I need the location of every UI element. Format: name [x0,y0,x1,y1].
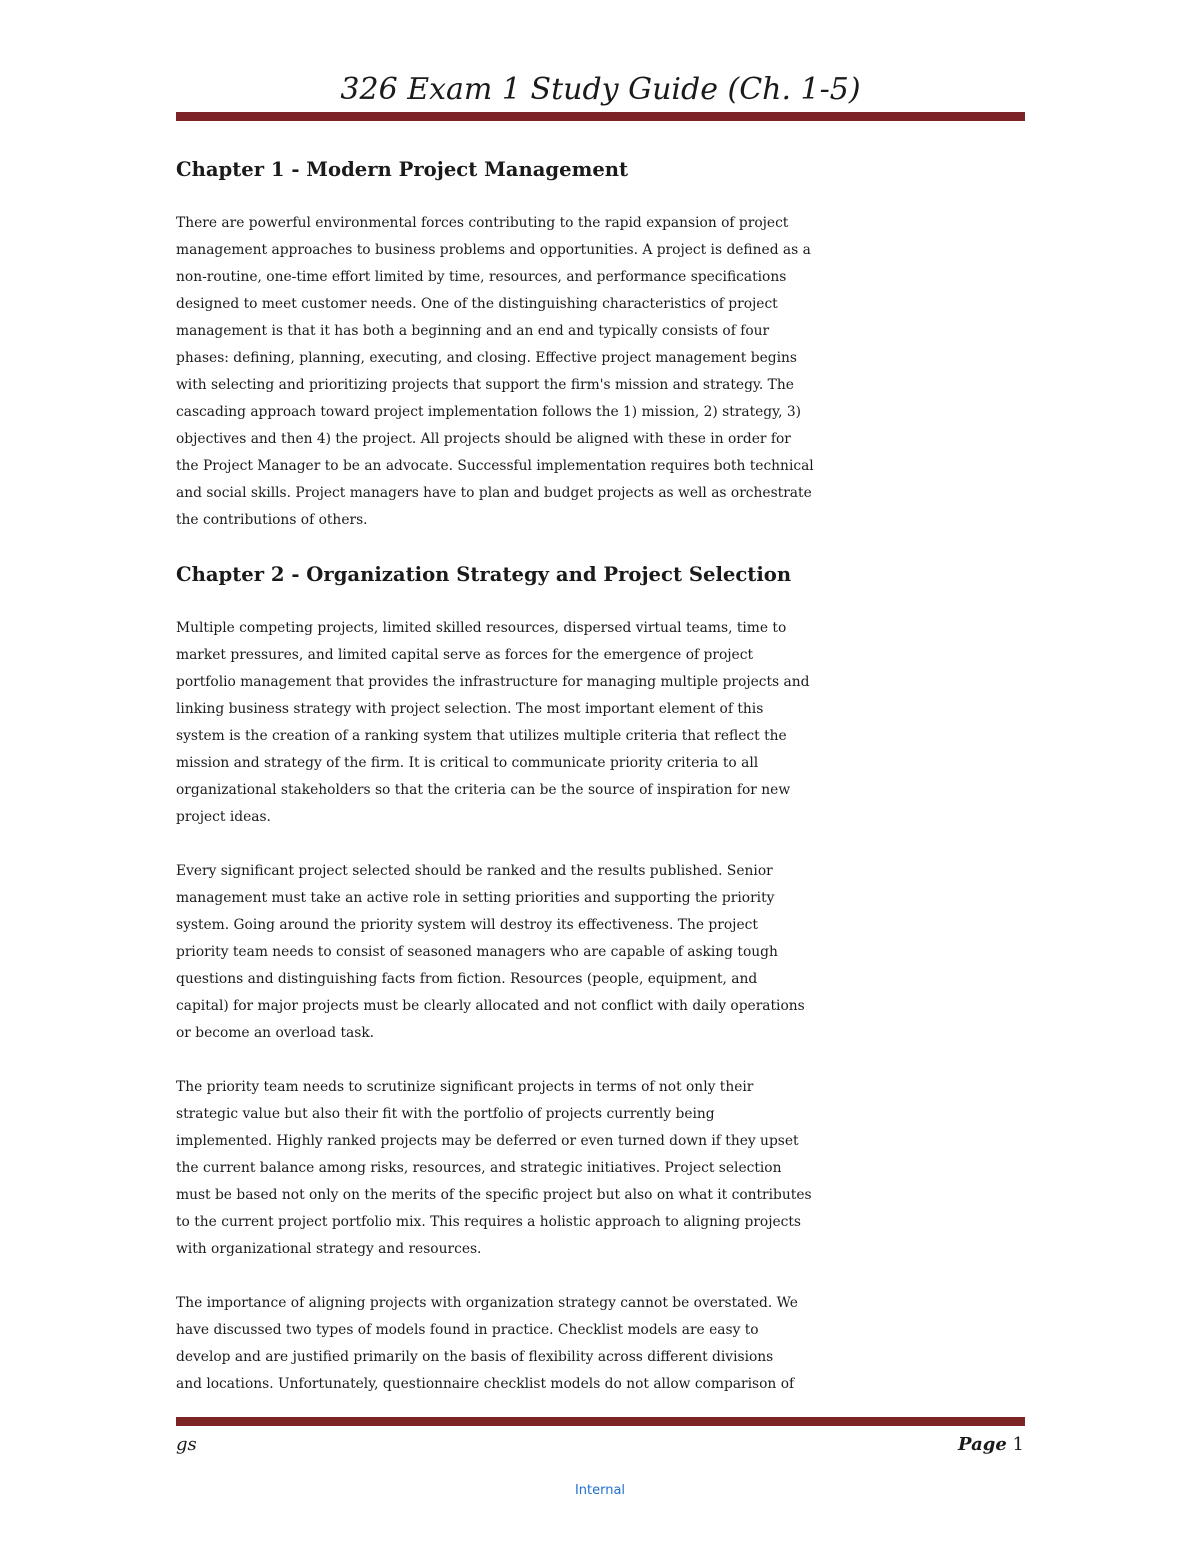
header-rule [176,112,1025,121]
text-line: The importance of aligning projects with organization strategy cannot be overstated. We [176,1295,798,1311]
chapter-2-paragraph-4 [176,1290,1036,1398]
classification-label: Internal [574,1483,626,1498]
text-line: phases: defining, planning, executing, and closing. Effective project management begins [176,350,797,366]
text-line: to the current project portfolio mix. This requires a holistic approach to aligning projects [176,1214,802,1230]
text-line: or become an overload task. [176,1025,375,1041]
text-line: implemented. Highly ranked projects may be deferred or even turned down if they upset [176,1133,799,1149]
text-line: strategic value but also their fit with the portfolio of projects currently being [176,1106,715,1122]
text-line: The priority team needs to scrutinize significant projects in terms of not only their [176,1079,754,1095]
text-line: Multiple competing projects, limited skilled resources, dispersed virtual teams, time to [176,620,787,636]
chapter-2-paragraph-2 [176,858,1036,1047]
text-line: There are powerful environmental forces contributing to the rapid expansion of project [176,215,789,231]
text-line: management must take an active role in setting priorities and supporting the priority [176,890,775,906]
footer-author: gs [176,1434,197,1455]
page-number-block [958,1432,1024,1458]
text-line: Every significant project selected should be ranked and the results published. Senior [176,863,773,879]
text-line: with organizational strategy and resources. [176,1241,482,1257]
text-line: the current balance among risks, resources, and strategic initiatives. Project selection [176,1160,782,1176]
chapter-1-heading: Chapter 1 - Modern Project Management [176,158,629,181]
text-line: capital) for major projects must be clearly allocated and not conflict with daily operations [176,998,805,1014]
text-line: cascading approach toward project implementation follows the 1) mission, 2) strategy, 3) [176,404,802,420]
chapter-2-paragraph-1 [176,615,1036,831]
text-line: objectives and then 4) the project. All projects should be aligned with these in order for [176,431,791,447]
text-line: management is that it has both a beginning and an end and typically consists of four [176,323,770,339]
chapter-2-heading: Chapter 2 - Organization Strategy and Project Selection [176,563,792,586]
text-line: and locations. Unfortunately, questionnaire checklist models do not allow comparison of [176,1376,795,1392]
page-label: Page [958,1434,1007,1455]
text-line: develop and are justified primarily on the basis of flexibility across different divisions [176,1349,774,1365]
text-line: project ideas. [176,809,271,825]
text-line: linking business strategy with project selection. The most important element of this [176,701,764,717]
text-line: the contributions of others. [176,512,368,528]
page-number: 1 [1012,1434,1024,1455]
text-line: priority team needs to consist of seasoned managers who are capable of asking tough [176,944,778,960]
text-line: organizational stakeholders so that the criteria can be the source of inspiration for new [176,782,791,798]
text-line: market pressures, and limited capital serve as forces for the emergence of project [176,647,753,663]
text-line: portfolio management that provides the infrastructure for managing multiple projects and [176,674,810,690]
text-line: questions and distinguishing facts from fiction. Resources (people, equipment, and [176,971,758,987]
text-line: and social skills. Project managers have to plan and budget projects as well as orchestrate [176,485,812,501]
text-line: non-routine, one-time effort limited by time, resources, and performance specifications [176,269,787,285]
text-line: have discussed two types of models found in practice. Checklist models are easy to [176,1322,759,1338]
chapter-1-paragraph-1 [176,210,1036,534]
document-body [176,156,1036,1425]
chapter-2-paragraph-3 [176,1074,1036,1263]
text-line: mission and strategy of the firm. It is critical to communicate priority criteria to all [176,755,759,771]
text-line: the Project Manager to be an advocate. Successful implementation requires both technical [176,458,814,474]
text-line: system is the creation of a ranking system that utilizes multiple criteria that reflect the [176,728,787,744]
text-line: must be based not only on the merits of the specific project but also on what it contributes [176,1187,812,1203]
document-title: 326 Exam 1 Study Guide (Ch. 1-5) [340,72,861,107]
footer-rule [176,1417,1025,1426]
text-line: management approaches to business problems and opportunities. A project is defined as a [176,242,811,258]
text-line: designed to meet customer needs. One of the distinguishing characteristics of project [176,296,778,312]
text-line: system. Going around the priority system will destroy its effectiveness. The project [176,917,758,933]
text-line: with selecting and prioritizing projects that support the firm's mission and strategy. The [176,377,794,393]
